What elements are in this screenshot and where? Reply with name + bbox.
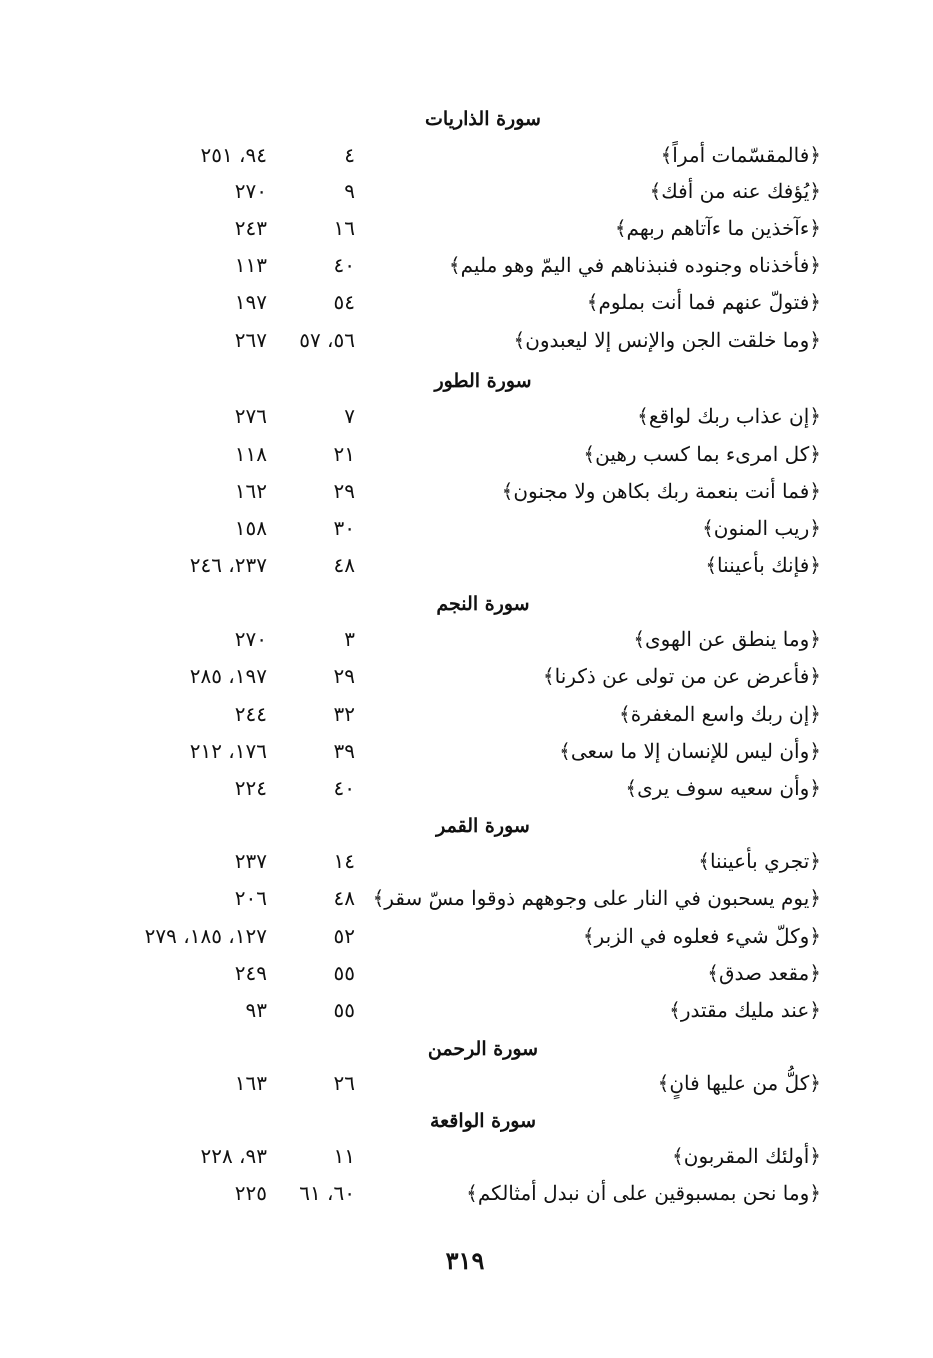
index-entry bbox=[0, 398, 933, 434]
page-references: ١٦٢ bbox=[234, 479, 267, 503]
index-entry bbox=[0, 880, 933, 916]
page-references: ١٢٧، ١٨٥، ٢٧٩ bbox=[144, 924, 267, 948]
index-entry bbox=[0, 322, 933, 358]
index-entry bbox=[0, 1138, 933, 1174]
page-number: ٣١٩ bbox=[445, 1246, 485, 1275]
index-entry bbox=[0, 621, 933, 657]
ayah-number: ٥٢ bbox=[333, 924, 355, 948]
ayah-number: ٤ bbox=[344, 143, 355, 167]
index-entry bbox=[0, 137, 933, 173]
ayah-number: ١١ bbox=[333, 1144, 355, 1168]
surah-title: سورة الواقعة bbox=[429, 1110, 537, 1132]
index-entry bbox=[0, 436, 933, 472]
page-references: ٢٢٤ bbox=[234, 776, 267, 800]
index-entry bbox=[0, 510, 933, 546]
index-entry bbox=[0, 173, 933, 209]
index-entry bbox=[0, 247, 933, 283]
index-entry bbox=[0, 284, 933, 320]
page-references: ١١٨ bbox=[234, 442, 267, 466]
index-entry bbox=[0, 473, 933, 509]
verse-text: ﴿وما نحن بمسبوقين على أن نبدل أمثالكم﴾ bbox=[466, 1181, 821, 1205]
ayah-number: ٤٨ bbox=[333, 553, 355, 577]
ayah-number: ٥٥ bbox=[333, 961, 355, 985]
ayah-number: ٩ bbox=[344, 179, 355, 203]
page-references: ٩٣، ٢٢٨ bbox=[200, 1144, 267, 1168]
verse-text: ﴿كلُّ من عليها فانٍ﴾ bbox=[657, 1071, 821, 1095]
ayah-number: ٤٨ bbox=[333, 886, 355, 910]
page-references: ٩٣ bbox=[245, 998, 267, 1022]
index-entry bbox=[0, 658, 933, 694]
verse-text: ﴿وما ينطق عن الهوى﴾ bbox=[633, 627, 821, 651]
page-references: ٢٢٥ bbox=[234, 1181, 267, 1205]
verse-text: ﴿تجري بأعيننا﴾ bbox=[698, 849, 821, 873]
ayah-number: ٤٠ bbox=[333, 776, 355, 800]
ayah-number: ٣٩ bbox=[333, 739, 355, 763]
page-references: ٢٧٠ bbox=[234, 179, 267, 203]
verse-text: ﴿ريب المنون﴾ bbox=[702, 516, 821, 540]
index-entry bbox=[0, 210, 933, 246]
verse-text: ﴿يوم يسحبون في النار على وجوههم ذوقوا مسّ سقر﴾ bbox=[372, 886, 821, 910]
page-references: ١٥٨ bbox=[234, 516, 267, 540]
ayah-number: ٢٩ bbox=[333, 664, 355, 688]
ayah-number: ٣ bbox=[344, 627, 355, 651]
verse-text: ﴿فما أنت بنعمة ربك بكاهن ولا مجنون﴾ bbox=[501, 479, 821, 503]
verse-text: ﴿إن ربك واسع المغفرة﴾ bbox=[619, 702, 821, 726]
verse-text: ﴿وأن ليس للإنسان إلا ما سعى﴾ bbox=[559, 739, 821, 763]
page-references: ٢٧٦ bbox=[234, 404, 267, 428]
surah-title: سورة النجم bbox=[436, 593, 530, 615]
page-references: ١١٣ bbox=[234, 253, 267, 277]
page-references: ١٦٣ bbox=[234, 1071, 267, 1095]
verse-text: ﴿فإنك بأعيننا﴾ bbox=[705, 553, 821, 577]
page-references: ٢٣٧ bbox=[234, 849, 267, 873]
page-references: ٢٤٤ bbox=[234, 702, 267, 726]
verse-text: ﴿فالمقسّمات أمراً﴾ bbox=[660, 143, 821, 167]
ayah-number: ٢٩ bbox=[333, 479, 355, 503]
page-references: ٢٣٧، ٢٤٦ bbox=[189, 553, 267, 577]
index-entry bbox=[0, 770, 933, 806]
index-entry bbox=[0, 733, 933, 769]
index-entry bbox=[0, 696, 933, 732]
index-entry bbox=[0, 547, 933, 583]
verse-text: ﴿فأخذناه وجنوده فنبذناهم في اليمّ وهو مليم﴾ bbox=[448, 253, 821, 277]
page-references: ٩٤، ٢٥١ bbox=[200, 143, 267, 167]
page-references: ٢٤٣ bbox=[234, 216, 267, 240]
verse-text: ﴿عند مليك مقتدر﴾ bbox=[669, 998, 821, 1022]
verse-text: ﴿مقعد صدق﴾ bbox=[707, 961, 821, 985]
ayah-number: ٢٦ bbox=[333, 1071, 355, 1095]
surah-title: سورة الذاريات bbox=[425, 108, 541, 130]
verse-text: ﴿وما خلقت الجن والإنس إلا ليعبدون﴾ bbox=[513, 328, 821, 352]
ayah-number: ٣٢ bbox=[333, 702, 355, 726]
surah-title: سورة القمر bbox=[436, 815, 530, 837]
ayah-number: ٢١ bbox=[333, 442, 355, 466]
page-references: ٢٤٩ bbox=[234, 961, 267, 985]
ayah-number: ٧ bbox=[344, 404, 355, 428]
page-references: ٢٦٧ bbox=[234, 328, 267, 352]
page-references: ١٧٦، ٢١٢ bbox=[189, 739, 267, 763]
ayah-number: ٦٠، ٦١ bbox=[299, 1181, 355, 1205]
surah-title: سورة الرحمن bbox=[427, 1038, 539, 1060]
ayah-number: ١٤ bbox=[333, 849, 355, 873]
page-references: ١٩٧، ٢٨٥ bbox=[189, 664, 267, 688]
ayah-number: ٣٠ bbox=[333, 516, 355, 540]
index-entry bbox=[0, 1175, 933, 1211]
ayah-number: ٤٠ bbox=[333, 253, 355, 277]
verse-text: ﴿فتولّ عنهم فما أنت بملوم﴾ bbox=[586, 290, 821, 314]
surah-title: سورة الطور bbox=[434, 370, 532, 392]
page-references: ٢٧٠ bbox=[234, 627, 267, 651]
page-references: ١٩٧ bbox=[234, 290, 267, 314]
index-entry bbox=[0, 1065, 933, 1101]
verse-text: ﴿وكلّ شيء فعلوه في الزبر﴾ bbox=[582, 924, 821, 948]
verse-text: ﴿يُؤفك عنه من أفك﴾ bbox=[649, 179, 821, 203]
index-entry bbox=[0, 843, 933, 879]
verse-text: ﴿وأن سعيه سوف يرى﴾ bbox=[625, 776, 821, 800]
page-references: ٢٠٦ bbox=[234, 886, 267, 910]
ayah-number: ٥٥ bbox=[333, 998, 355, 1022]
verse-text: ﴿ءآخذين ما ءآتاهم ربهم﴾ bbox=[614, 216, 821, 240]
index-entry bbox=[0, 918, 933, 954]
verse-text: ﴿أولئك المقربون﴾ bbox=[672, 1144, 821, 1168]
verse-text: ﴿فأعرض عن من تولى عن ذكرنا﴾ bbox=[542, 664, 821, 688]
ayah-number: ٥٦، ٥٧ bbox=[299, 328, 355, 352]
index-entry bbox=[0, 955, 933, 991]
ayah-number: ٥٤ bbox=[333, 290, 355, 314]
index-entry bbox=[0, 992, 933, 1028]
verse-text: ﴿إن عذاب ربك لواقع﴾ bbox=[637, 404, 821, 428]
verse-text: ﴿كل امرىء بما كسب رهين﴾ bbox=[583, 442, 821, 466]
ayah-number: ١٦ bbox=[333, 216, 355, 240]
